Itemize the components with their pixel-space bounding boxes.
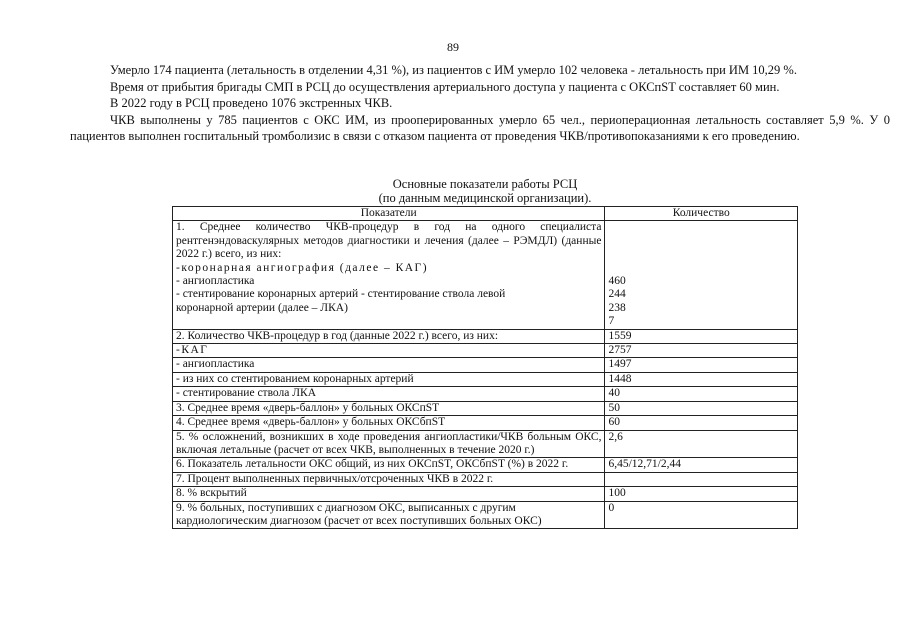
quantity-cell: 2,6: [605, 430, 798, 458]
quantity-cell: 1497: [605, 358, 798, 372]
indicator-cell: -КАГ: [173, 344, 605, 358]
quantity-cell: 40: [605, 387, 798, 401]
sub-value: 7: [608, 315, 615, 328]
table-row: [173, 358, 798, 372]
paragraph: ЧКВ выполнены у 785 пациентов с ОКС ИМ, из прооперированных умерло 65 чел., периоперационная летальность составляет 5,9 %. У 0 пациентов выполнен госпитальный тромболизис в связи с отказом пациента от проведения ЧКВ/противопоказаниями к его проведению.: [70, 112, 890, 143]
sub-indicator: - ангиопластика: [176, 275, 255, 288]
indicator-cell: - стентирование ствола ЛКА: [173, 387, 605, 401]
indicator-cell: 3. Среднее время «дверь-баллон» у больных ОКСпST: [173, 401, 605, 415]
sub-value: 238: [608, 301, 626, 314]
quantity-cell: 1559: [605, 329, 798, 343]
table-title: [170, 177, 800, 205]
indicator-cell: - ангиопластика: [173, 358, 605, 372]
indicator-cell: 2. Количество ЧКВ-процедур в год (данные 2022 г.) всего, из них:: [173, 329, 605, 343]
table-row: [173, 501, 798, 529]
paragraph: Умерло 174 пациента (летальность в отделении 4,31 %), из пациентов с ИМ умерло 102 человека - летальность при ИМ 10,29 %.: [110, 63, 797, 77]
quantity-cell: [605, 221, 798, 329]
indicator-cell: - из них со стентированием коронарных артерий: [173, 372, 605, 386]
indicator-text: 1. Среднее количество ЧКВ-процедур в год на одного специалиста рентгенэндоваскулярных методов диагностики и лечения (далее – РЭМДЛ) (данные 2022 г.) всего, из них:: [176, 221, 602, 261]
table-header-row: [173, 207, 798, 221]
quantity-cell: 6,45/12,71/2,44: [605, 458, 798, 472]
sub-indicator: - стентирование коронарных артерий - стентирование ствола левой: [176, 288, 506, 301]
indicator-cell: 5. % осложнений, возникших в ходе проведения ангиопластики/ЧКВ больным ОКС, включая летальные (расчет от всех ЧКВ, выполненных в течение 2020 г.): [173, 430, 605, 458]
sub-value: 460: [608, 275, 626, 288]
quantity-cell: 2757: [605, 344, 798, 358]
table-row: [173, 472, 798, 486]
table-row: [173, 344, 798, 358]
table-row: [173, 401, 798, 415]
indicator-cell: 6. Показатель летальности ОКС общий, из них ОКСпST, ОКСбпST (%) в 2022 г.: [173, 458, 605, 472]
indicator-cell: 7. Процент выполненных первичных/отсроченных ЧКВ в 2022 г.: [173, 472, 605, 486]
header-indicators: Показатели: [173, 207, 605, 221]
sub-value: 244: [608, 288, 626, 301]
quantity-cell: 100: [605, 487, 798, 501]
paragraph: В 2022 году в РСЦ проведено 1076 экстренных ЧКВ.: [110, 96, 393, 110]
table-row: [173, 458, 798, 472]
header-quantity: Количество: [605, 207, 798, 221]
indicator-cell: [173, 221, 605, 329]
sub-indicator: -коронарная ангиография (далее – КАГ): [176, 261, 429, 274]
table-row: [173, 487, 798, 501]
table-row: [173, 372, 798, 386]
indicator-cell: 8. % вскрытий: [173, 487, 605, 501]
table-row: [173, 387, 798, 401]
body-text: [70, 62, 890, 145]
sub-indicator: коронарной артерии (далее – ЛКА): [176, 301, 348, 314]
indicator-cell: 9. % больных, поступивших с диагнозом ОКС, выписанных с другим кардиологическим диагнозом (расчет от всех поступивших больных ОКС): [173, 501, 605, 529]
table-title-line: Основные показатели работы РСЦ: [392, 177, 578, 191]
quantity-cell: 50: [605, 401, 798, 415]
indicator-cell: 4. Среднее время «дверь-баллон» у больных ОКСбпST: [173, 416, 605, 430]
table-row: [173, 221, 798, 329]
table-row: [173, 430, 798, 458]
quantity-cell: 0: [605, 501, 798, 529]
page-number: 89: [447, 40, 459, 54]
quantity-cell: 1448: [605, 372, 798, 386]
table-title-subline: (по данным медицинской организации).: [378, 191, 592, 205]
indicators-table: [172, 206, 798, 529]
quantity-cell: [605, 472, 798, 486]
quantity-cell: 60: [605, 416, 798, 430]
table-row: [173, 416, 798, 430]
paragraph: Время от прибытия бригады СМП в РСЦ до осуществления артериального доступа у пациента с ОКСпST составляет 60 мин.: [110, 79, 780, 94]
table-row: [173, 329, 798, 343]
